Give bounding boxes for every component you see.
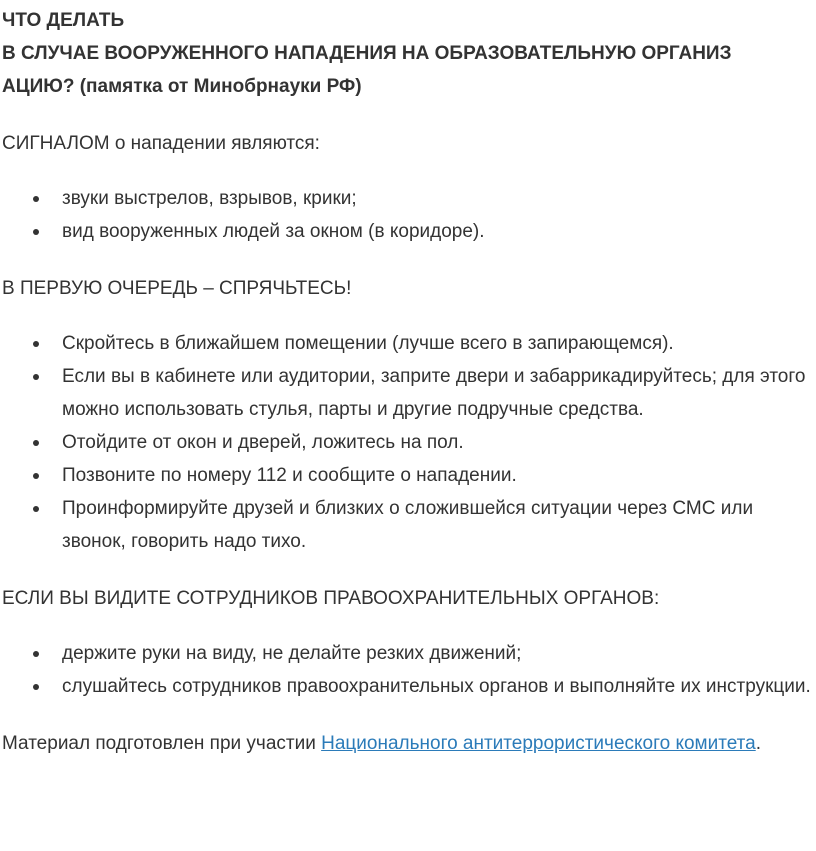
nac-link[interactable]: Национального антитеррористического комитета	[321, 733, 756, 754]
list-item: Проинформируйте друзей и близких о сложившейся ситуации через СМС или звонок, говорить надо тихо.	[0, 492, 812, 558]
spacer	[0, 103, 816, 127]
spacer	[0, 558, 816, 582]
spacer	[0, 160, 816, 182]
list-item: Скройтесь в ближайшем помещении (лучше всего в запирающемся).	[0, 327, 812, 360]
title-line-2: В СЛУЧАЕ ВООРУЖЕННОГО НАПАДЕНИЯ НА ОБРАЗОВАТЕЛЬНУЮ ОРГАНИЗ	[2, 43, 732, 64]
footer-suffix: .	[755, 733, 761, 754]
section-heading-signals: СИГНАЛОМ о нападении являются:	[2, 133, 320, 154]
list-item: слушайтесь сотрудников правоохранительных органов и выполняйте их инструкции.	[0, 670, 812, 703]
section-heading-hide: В ПЕРВУЮ ОЧЕРЕДЬ – СПРЯЧЬТЕСЬ!	[2, 278, 352, 299]
footer-note	[0, 727, 782, 760]
list-item: Отойдите от окон и дверей, ложитесь на пол.	[0, 426, 812, 459]
spacer	[0, 248, 816, 272]
list-item: Если вы в кабинете или аудитории, заприте двери и забаррикадируйтесь; для этого можно использовать стулья, парты и другие подручные средства.	[0, 360, 812, 426]
list-item: вид вооруженных людей за окном (в коридоре).	[0, 215, 812, 248]
page-title	[0, 4, 814, 103]
hide-list	[0, 327, 816, 558]
list-item: Позвоните по номеру 112 и сообщите о нападении.	[0, 459, 812, 492]
title-line-1: ЧТО ДЕЛАТЬ	[2, 10, 125, 31]
section-heading-police: ЕСЛИ ВЫ ВИДИТЕ СОТРУДНИКОВ ПРАВООХРАНИТЕЛЬНЫХ ОРГАНОВ:	[2, 588, 660, 609]
title-line-3: АЦИЮ? (памятка от Минобрнауки РФ)	[2, 76, 362, 97]
list-item: держите руки на виду, не делайте резких движений;	[0, 637, 812, 670]
signals-list	[0, 182, 816, 248]
police-list	[0, 637, 816, 703]
spacer	[0, 305, 816, 327]
spacer	[0, 615, 816, 637]
list-item: звуки выстрелов, взрывов, крики;	[0, 182, 812, 215]
spacer	[0, 703, 816, 727]
footer-prefix: Материал подготовлен при участии	[2, 733, 322, 754]
